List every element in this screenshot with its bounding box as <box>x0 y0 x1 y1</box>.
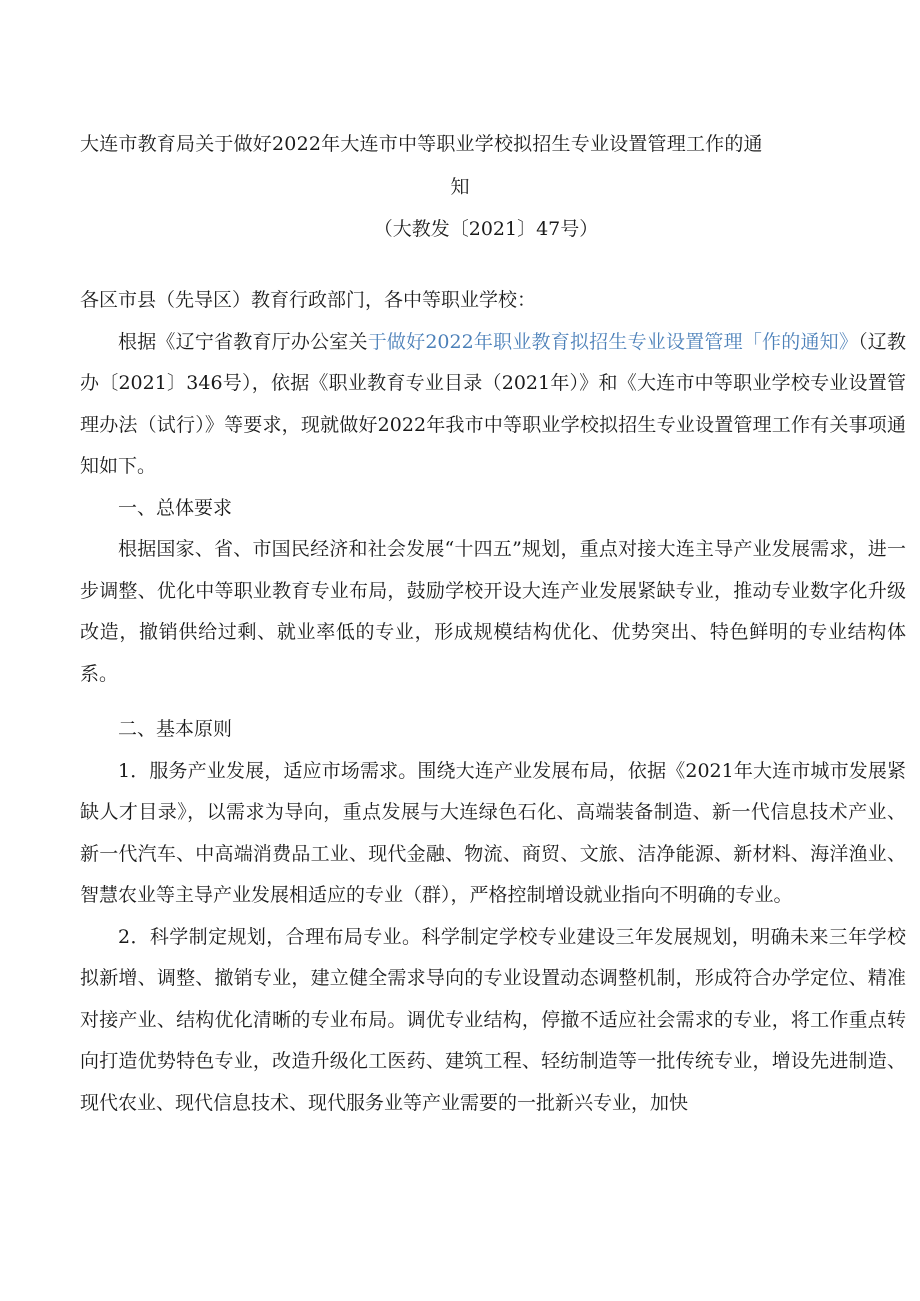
salutation: 各区市县（先导区）教育行政部门，各中等职业学校： <box>80 289 537 311</box>
section1-paragraph: 根据国家、省、市国民经济和社会发展“十四五”规划，重点对接大连主导产业发展需求，进一步调整、优化中等职业教育专业布局，鼓励学校开设大连产业发展紧缺专业，推动专业数字化升级改造，撤销供给过剩、就业率低的专业，形成规模结构优化、优势突出、特色鲜明的专业结构体系。 <box>80 538 906 685</box>
section2-heading: 二、基本原则 <box>118 718 233 740</box>
intro-prefix: 根据《辽宁省教育厅办公室关 <box>118 330 368 353</box>
intro-linked-notice-title: 于做好2022年职业教育拟招生专业设置管理「作的通知》 <box>367 330 859 353</box>
section2-item2-paragraph: 2．科学制定规划，合理布局专业。科学制定学校专业建设三年发展规划，明确未来三年学校拟新增、调整、撤销专业，建立健全需求导向的专业设置动态调整机制，形成符合办学定位、精准对接产业、结构优化清晰的专业布局。调优专业结构，停撤不适应社会需求的专业，将工作重点转向打造优势特色专业，改造升级化工医药、建筑工程、轻纺制造等一批传统专业，增设先进制造、现代农业、现代信息技术、现代服务业等产业需要的一批新兴专业，加快 <box>80 925 906 1114</box>
intro-paragraph <box>80 322 906 488</box>
document-title-line2: 知 <box>450 176 470 198</box>
section1-heading: 一、总体要求 <box>118 496 233 519</box>
intro-rest: （辽教办〔2021〕346号），依据《职业教育专业目录（2021年）》和《大连市中等职业学校专业设置管理办法（试行）》等要求，现就做好2022年我市中等职业学校拟招生专业设置管理工作有关事项通知如下。 <box>80 330 906 477</box>
document-body <box>80 280 906 1124</box>
document-title-line1: 大连市教育局关于做好2022年大连市中等职业学校拟招生专业设置管理工作的通 <box>80 133 763 155</box>
document-number: （大教发〔2021〕47号） <box>373 218 599 240</box>
section2-item1-paragraph: 1．服务产业发展，适应市场需求。围绕大连产业发展布局，依据《2021年大连市城市发展紧缺人才目录》，以需求为导向，重点发展与大连绿色石化、高端装备制造、新一代信息技术产业、新一代汽车、中高端消费品工业、现代金融、物流、商贸、文旅、洁净能源、新材料、海洋渔业、智慧农业等主导产业发展相适应的专业（群），严格控制增设就业指向不明确的专业。 <box>80 759 906 906</box>
